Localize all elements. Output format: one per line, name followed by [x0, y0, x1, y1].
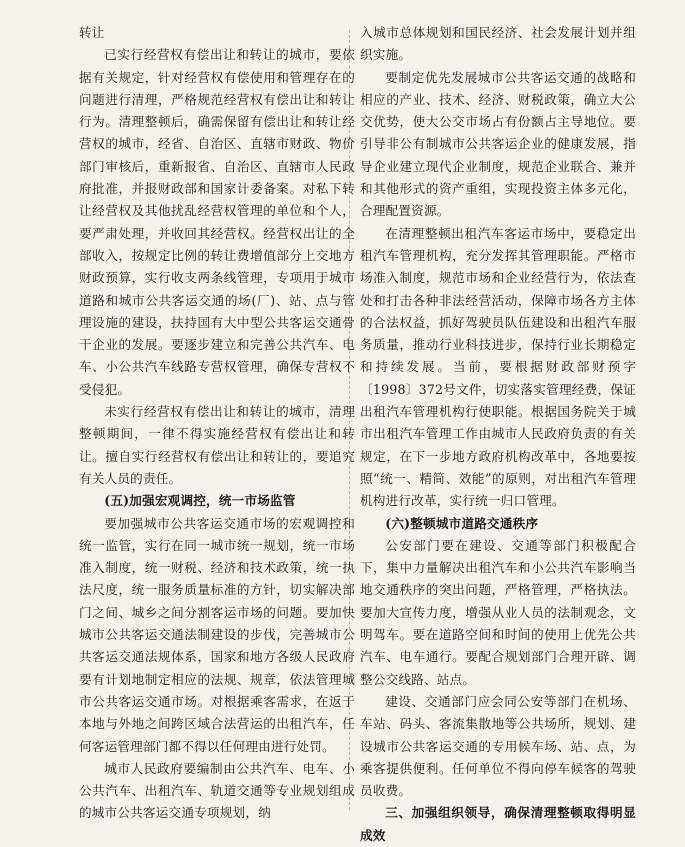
paragraph: 未实行经营权有偿出让和转让的城市，清理整顿期间，一律不得实施经营权有偿出让和转让。擅自实行经营权有偿出让和转让的，要追究有关人员的责任。: [79, 404, 355, 486]
section-heading: (五)加强宏观调控，统一市场监管: [104, 493, 296, 509]
paragraph: 建设、交通部门应会同公安等部门在机场、车站、码头、客流集散地等公共场所，规划、建设城市公共客运交通的专用候车场、站、点，为乘客提供便利。任何单位不得向停车候客的驾驶员收费。: [360, 693, 636, 799]
chapter-heading: 三、加强组织领导，确保清理整顿取得明显成效: [360, 805, 636, 843]
paragraph: 城市人民政府要编制由公共汽车、电车、小公共汽车、出租汽车、轨道交通等专业规划组成的城市公共客运交通专项规划，纳: [79, 760, 355, 821]
left-column: [79, 22, 355, 825]
paragraph: 要加强城市公共客运交通市场的宏观调控和统一监管，实行在同一城市统一规划，统一市场准入制度，统一财税、经济和技术政策，统一执法尺度，统一服务质量标准的方针，切实解决部门之间、城乡之间分割客运市场的问题。要加快城市公共客运交通法制建设的步伐，完善城市公共客运交通法规体系，国家和地方各级人民政府要有计划地制定相应的法规、规章，依法管理城市公共客运交通市场。对根据乘客需求，在返于本地与外地之间跨区域合法营运的出租汽车，任何客运管理部门都不得以任何理由进行处罚。: [79, 515, 355, 754]
paragraph: 入城市总体规划和国民经济、社会发展计划并组织实施。: [360, 25, 636, 63]
paragraph: 在清理整顿出租汽车客运市场中，要稳定出租汽车管理机构，充分发挥其管理职能。严格市场准入制度，规范市场和企业经营行为，依法查处和打击各种非法经营活动，保障市场各方主体的合法权益，抓好驾驶员队伍建设和出租汽车服务质量，推动行业科技进步，保持行业长期稳定和持续发展。当前，要根据财政部财预字〔1998〕372号文件，切实落实管理经费，保证出租汽车管理机构行使职能。根据国务院关于城市出租汽车管理工作由城市人民政府负责的有关规定，在下一步地方政府机构改革中，各地要按照“统一、精简、效能”的原则，对出租汽车管理机构进行改革，实行统一归口管理。: [360, 225, 636, 509]
paragraph: 已实行经营权有偿出让和转让的城市，要依据有关规定，针对经营权有偿使用和管理存在的问题进行清理，严格规范经营权有偿出让和转让行为。清理整顿后，确需保留有偿出让和转让经营权的城市，经省、自治区、直辖市财政、物价部门审核后，重新报省、自治区、直辖市人民政府批准，并报财政部和国家计委备案。对私下转让经营权及其他扰乱经营权管理的单位和个人，要严肃处理，并收回其经营权。经营权出让的全部收入，按规定比例的转让费增值部分上交地方财政预算，实行收支两条线管理，专项用于城市道路和城市公共客运交通的场(厂)、站、点与管理设施的建设，扶持国有大中型公共客运交通骨干企业的发展。要逐步建立和完善公共汽车、电车、小公共汽车线路专营权管理，确保专营权不受侵犯。: [79, 47, 355, 397]
section-heading: (六)整顿城市道路交通秩序: [385, 515, 539, 531]
paragraph: 要制定优先发展城市公共客运交通的战略和相应的产业、技术、经济、财税政策，确立大公交优势，使大公交市场占有份额占主导地位。要引导非公有制城市公共客运企业的健康发展，指导企业建立现代企业制度，规范企业联合、兼并和其他形式的资产重组，实现投资主体多元化，合理配置资源。: [360, 69, 636, 219]
paragraph: 公安部门要在建设、交通等部门积极配合下，集中力量解决出租汽车和小公共汽车影响当地交通秩序的突出问题，严格管理，严格执法。要加大宣传力度，增强从业人员的法制观念，文明驾车。要在道路空间和时间的使用上优先公共汽车、电车通行。要配合规划部门合理开辟、调整公交线路、站点。: [360, 537, 636, 687]
paragraph: 转让: [79, 25, 105, 40]
right-column: [360, 22, 636, 847]
